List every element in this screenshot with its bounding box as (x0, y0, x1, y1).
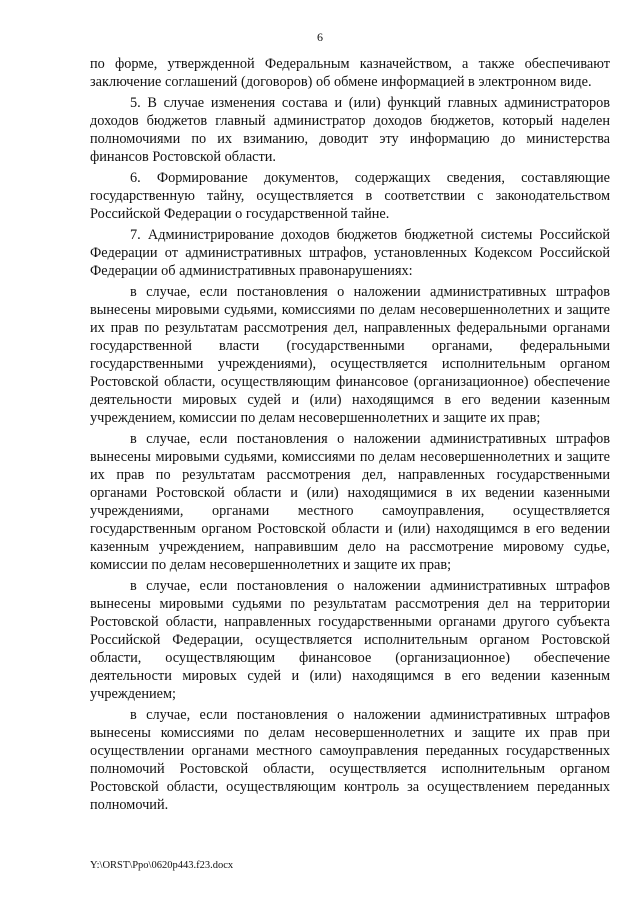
document-body (90, 55, 610, 817)
paragraph-case-federal: в случае, если постановления о наложении административных штрафов вынесены мировыми судьями, комиссиями по делам несовершеннолетних и защите их прав по результатам рассмотрения дел, направленных федеральными органами государственной власти (государственными органами, федеральными государственными учреждениями), осуществляется исполнительным органом Ростовской области, осуществляющим финансовое (организационное) обеспечение деятельности мировых судей и (или) находящимся в его ведении казенным учреждением, комиссии по делам несовершеннолетних и защите их прав; (90, 284, 610, 426)
paragraph-item-6: 6. Формирование документов, содержащих сведения, составляющие государственную тайну, осуществляется в соответствии с законодательством Российской Федерации о государственной тайне. (90, 170, 610, 222)
paragraph-item-7: 7. Администрирование доходов бюджетов бюджетной системы Российской Федерации от административных штрафов, установленных Кодексом Российской Федерации об административных правонарушениях: (90, 227, 610, 279)
paragraph-case-other-subject: в случае, если постановления о наложении административных штрафов вынесены мировыми судьями по результатам рассмотрения дел на территории Ростовской области, направленных государственными органами другого субъекта Российской Федерации, осуществляется исполнительным органом Ростовской области, осуществляющим финансовое (организационное) обеспечение деятельности мировых судей и (или) находящимся в его ведении казенным учреждением; (90, 578, 610, 702)
paragraph-item-5: 5. В случае изменения состава и (или) функций главных администраторов доходов бюджетов главный администратор доходов бюджетов, который наделен полномочиями по их взиманию, доводит эту информацию до министерства финансов Ростовской области. (90, 95, 610, 165)
footer-file-path: Y:\ORST\Ppo\0620p443.f23.docx (90, 860, 234, 871)
paragraph-case-commissions: в случае, если постановления о наложении административных штрафов вынесены комиссиями по делам несовершеннолетних и защите их прав при осуществлении органами местного самоуправления переданных государственных полномочий Ростовской области, осуществляется исполнительным органом Ростовской области, осуществляющим контроль за осуществлением переданных полномочий. (90, 707, 610, 813)
paragraph-case-regional: в случае, если постановления о наложении административных штрафов вынесены мировыми судьями, комиссиями по делам несовершеннолетних и защите их прав по результатам рассмотрения дел, направленных государственными органами Ростовской области и (или) находящимися в их ведении казенными учреждениями, органами местного самоуправления, осуществляется государственным органом Ростовской области и (или) находящимся в его ведении казенным учреждением, направившим дело на рассмотрение мировому судье, комиссии по делам несовершеннолетних и защите их прав; (90, 431, 610, 573)
paragraph-continuation: по форме, утвержденной Федеральным казначейством, а также обеспечивают заключение соглашений (договоров) об обмене информацией в электронном виде. (90, 56, 610, 90)
page-number: 6 (317, 30, 323, 44)
